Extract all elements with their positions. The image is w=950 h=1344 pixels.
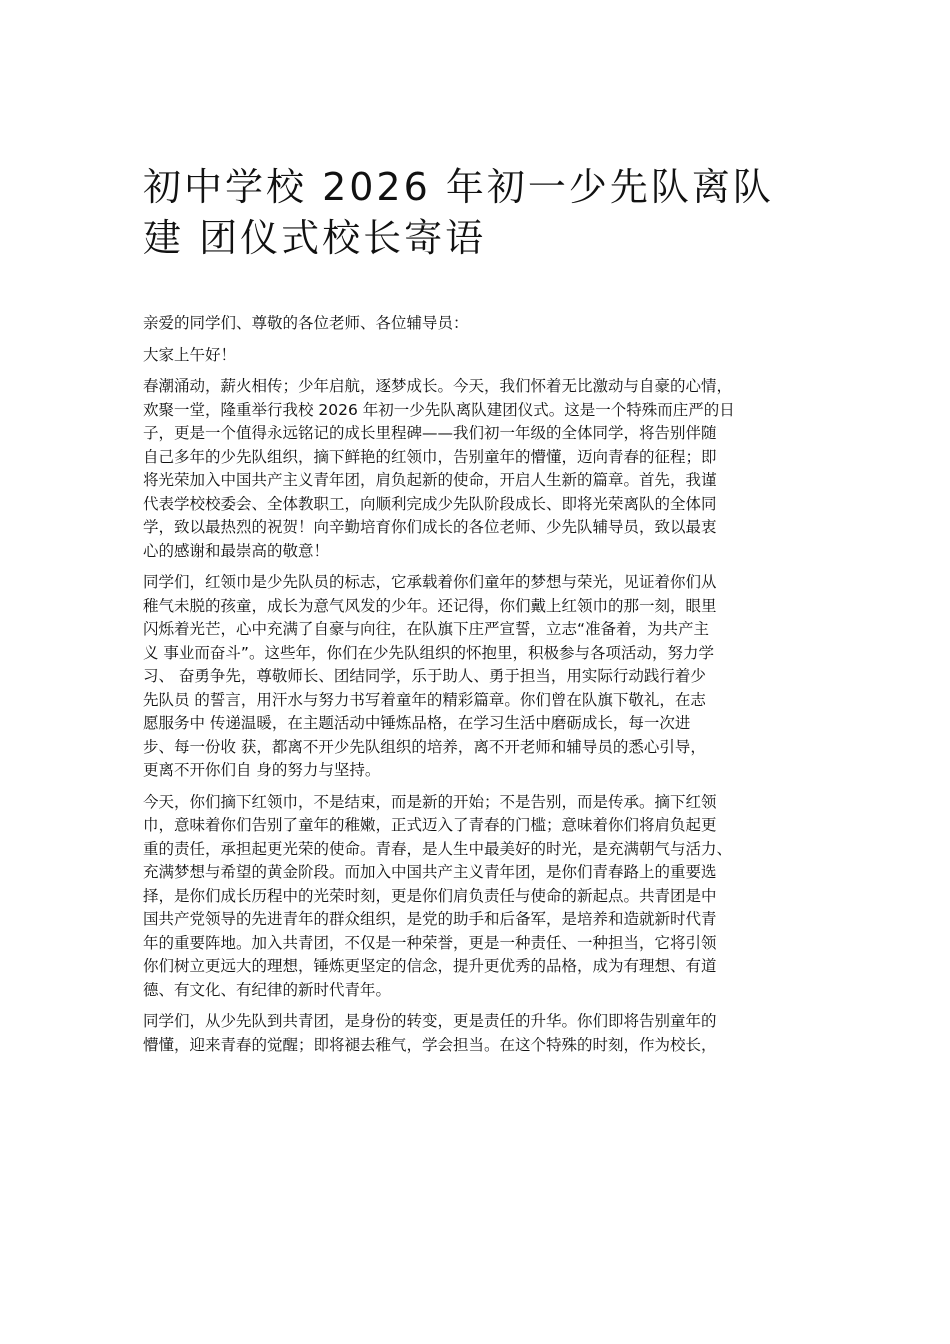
- text-line: 择，是你们成长历程中的光荣时刻，更是你们肩负责任与使命的新起点。共青团是中: [143, 886, 717, 905]
- body-paragraph-3: [143, 791, 823, 1003]
- text-line: 代表学校校委会、全体教职工，向顺利完成少先队阶段成长、即将光荣离队的全体同: [143, 494, 717, 513]
- text-line: 同学们，从少先队到共青团，是身份的转变，更是责任的升华。你们即将告别童年的: [143, 1012, 717, 1030]
- text-line: 义 事业而奋斗”。这些年，你们在少先队组织的怀抱里，积极参与各项活动，努力学: [143, 643, 714, 662]
- text-line: 巾，意味着你们告别了童年的稚嫩，正式迈入了青春的门槛；意味着你们将肩负起更: [143, 816, 717, 834]
- text-line: 同学们，红领巾是少先队员的标志，它承载着你们童年的梦想与荣光，见证着你们从: [143, 573, 717, 591]
- text-line: 将光荣加入中国共产主义青年团，肩负起新的使命，开启人生新的篇章。首先，我谨: [143, 471, 717, 489]
- text-line: 自己多年的少先队组织，摘下鲜艳的红领巾，告别童年的懵懂，迈向青春的征程；即: [143, 447, 717, 466]
- text-line: 步、每一份收 获，都离不开少先队组织的培养，离不开老师和辅导员的悉心引导，: [143, 737, 706, 756]
- text-line: 先队员 的誓言，用汗水与努力书写着童年的精彩篇章。你们曾在队旗下敬礼，在志: [143, 690, 706, 709]
- text-line: 国共产党领导的先进青年的群众组织，是党的助手和后备军，是培养和造就新时代青: [143, 910, 717, 928]
- body-paragraph-2: [143, 571, 823, 783]
- text-line: 学，致以最热烈的祝贺！向辛勤培育你们成长的各位老师、少先队辅导员，致以最衷: [143, 518, 717, 536]
- text-line: 愿服务中 传递温暖，在主题活动中锤炼品格，在学习生活中磨砺成长，每一次进: [143, 714, 691, 732]
- text-line: 年的重要阵地。加入共青团，不仅是一种荣誉，更是一种责任、一种担当，它将引领: [143, 933, 717, 952]
- text-line: 春潮涌动，薪火相传；少年启航，逐梦成长。今天，我们怀着无比激动与自豪的心情，: [143, 377, 733, 395]
- text-line: 欢聚一堂，隆重举行我校 2026 年初一少先队离队建团仪式。这是一个特殊而庄严的日: [143, 400, 735, 419]
- text-line: 稚气未脱的孩童，成长为意气风发的少年。还记得，你们戴上红领巾的那一刻，眼里: [143, 596, 717, 615]
- salutation-paragraph: [143, 312, 823, 336]
- text-line: 懵懂，迎来青春的觉醒；即将褪去稚气，学会担当。在这个特殊的时刻，作为校长，: [143, 1035, 717, 1054]
- body-paragraph-4: [143, 1010, 823, 1057]
- text-line: 你们树立更远大的理想，锤炼更坚定的信念，提升更优秀的品格，成为有理想、有道: [143, 957, 717, 975]
- text-line: 重的责任，承担起更光荣的使命。青春，是人生中最美好的时光，是充满朝气与活力、: [143, 839, 733, 858]
- text-line: 闪烁着光芒，心中充满了自豪与向往，在队旗下庄严宣誓，立志“准备着，为共产主: [143, 620, 710, 638]
- text-line: 更离不开你们自 身的努力与坚持。: [143, 761, 381, 779]
- text-line: 习、 奋勇争先，尊敬师长、团结同学，乐于助人、勇于担当，用实际行动践行着少: [143, 667, 706, 685]
- title-line: 建 团仪式校长寄语: [143, 216, 487, 260]
- body-paragraph-1: [143, 375, 823, 563]
- document-title: [143, 162, 823, 264]
- text-line: 亲爱的同学们、尊敬的各位老师、各位辅导员：: [143, 314, 469, 332]
- text-line: 大家上午好！: [143, 345, 237, 364]
- text-line: 今天，你们摘下红领巾，不是结束，而是新的开始；不是告别，而是传承。摘下红领: [143, 792, 717, 811]
- text-line: 充满梦想与希望的黄金阶段。而加入中国共产主义青年团，是你们青春路上的重要选: [143, 863, 717, 881]
- greeting-paragraph: [143, 344, 823, 368]
- text-line: 心的感谢和最崇高的敬意！: [143, 541, 330, 560]
- text-line: 子，更是一个值得永远铭记的成长里程碑——我们初一年级的全体同学，将告别伴随: [143, 424, 717, 442]
- title-line: 初中学校 2026 年初一少先队离队: [143, 165, 774, 209]
- document-body: [143, 312, 823, 1065]
- text-line: 德、有文化、有纪律的新时代青年。: [143, 980, 392, 999]
